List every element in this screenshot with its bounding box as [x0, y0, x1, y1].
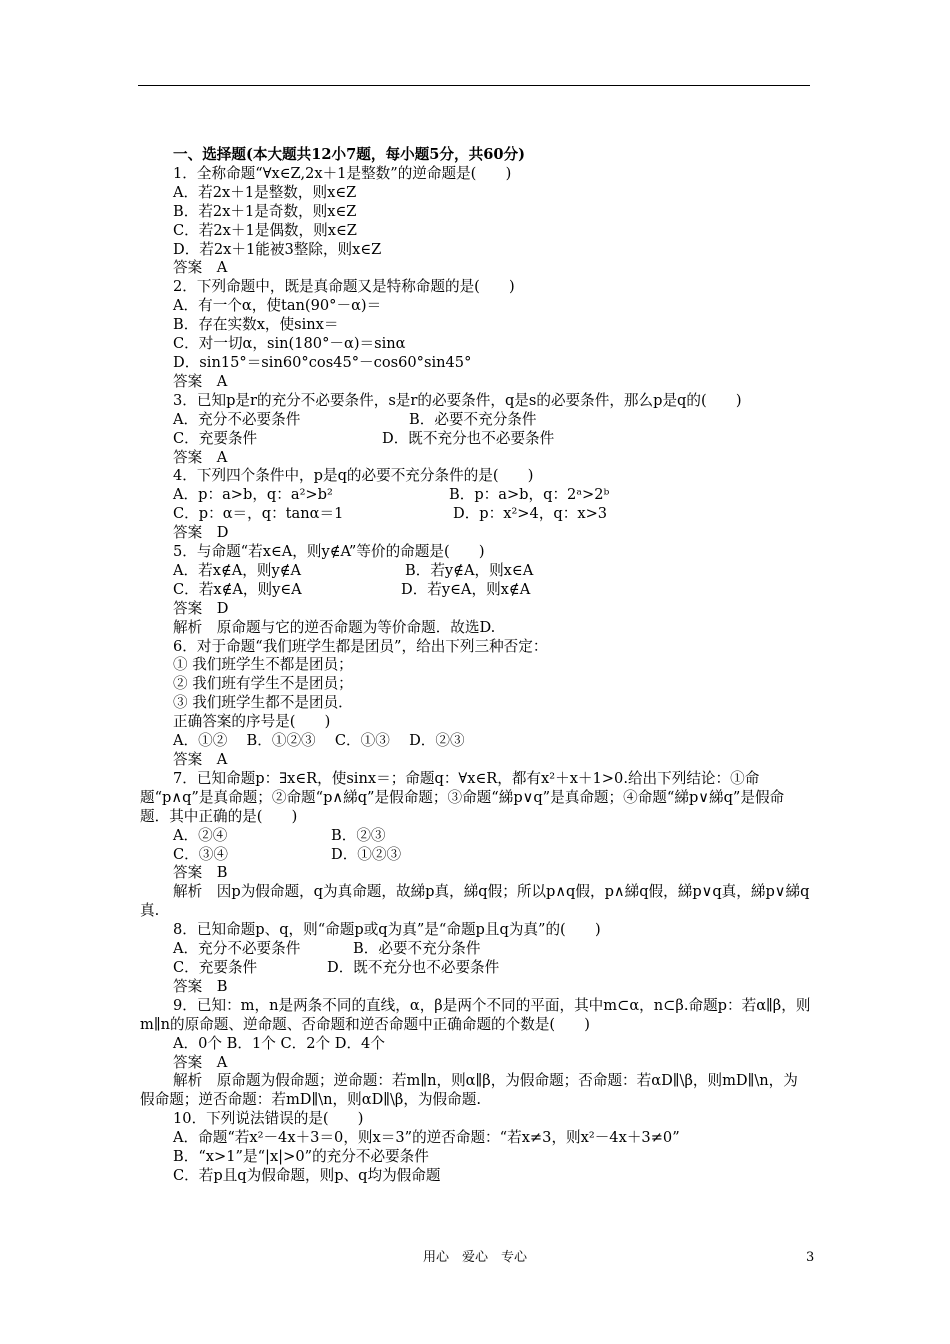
q10-option-a: A．命题“若x²－4x＋3＝0，则x＝3”的逆否命题：“若x≠3，则x²－4x＋3≠0”: [173, 1129, 680, 1147]
q3-answer: 答案 A: [173, 448, 228, 466]
q3-option-d: D．既不充分也不必要条件: [382, 429, 555, 447]
q2-option-b: B．存在实数x，使sinx＝: [173, 316, 339, 334]
q7-stem: 7．已知命题p：∃x∈R，使sinx＝；命题q：∀x∈R，都有x²＋x＋1>0.给出下列结论：①命题“p∧q”是真命题；②命题“p∧綈q”是假命题；③命题“綈p∨q”是真命题；④命题“綈p∨綈q”是假命题．其中正确的是( ): [140, 769, 785, 825]
q8-options-cd: [140, 959, 812, 978]
q9-explanation: 解析 原命题为假命题；逆命题：若m∥n，则α∥β，为假命题；否命题：若αD∥\β，则mD∥\n，为假命题；逆否命题：若mD∥\n，则αD∥\β，为假命题.: [140, 1072, 798, 1109]
q7-option-c: C．③④: [173, 845, 228, 863]
q8-answer: 答案 B: [173, 977, 228, 995]
document-body: [140, 146, 812, 1186]
q7-options-cd: [140, 846, 812, 865]
header-rule: [138, 85, 810, 86]
q8-option-b: B．必要不充分条件: [353, 940, 481, 958]
q6-item-3: ③ 我们班学生都不是团员．: [173, 694, 353, 712]
q5-option-c: C．若x∉A，则y∈A: [173, 580, 302, 598]
q3-option-a: A．充分不必要条件: [173, 410, 301, 428]
q10-option-b: B．“x>1”是“|x|>0”的充分不必要条件: [173, 1148, 429, 1166]
q4-options-ab: [140, 486, 812, 505]
q1-option-c: C．若2x＋1是偶数，则x∈Z: [173, 221, 357, 239]
q9-answer: 答案 A: [173, 1053, 228, 1071]
q5-option-b: B．若y∉A，则x∈A: [405, 561, 534, 579]
q2-stem: 2．下列命题中，既是真命题又是特称命题的是( ): [173, 278, 515, 296]
q4-option-d: D．p：x²>4，q：x>3: [453, 505, 608, 523]
q8-option-a: A．充分不必要条件: [173, 940, 301, 958]
q2-answer: 答案 A: [173, 372, 228, 390]
q7-explanation: 解析 因p为假命题，q为真命题，故綈p真，綈q假；所以p∧q假，p∧綈q假，綈p∨q真，綈p∨綈q真.: [140, 883, 810, 920]
q4-option-c: C．p：α＝，q：tanα＝1: [173, 505, 344, 523]
q7-option-a: A．②④: [173, 826, 228, 844]
q4-answer: 答案 D: [173, 524, 229, 542]
q7-option-d: D．①②③: [331, 845, 402, 863]
page-number: 3: [806, 1250, 815, 1265]
q6-item-2: ② 我们班有学生不是团员；: [173, 675, 353, 693]
q1-option-a: A．若2x＋1是整数，则x∈Z: [173, 183, 357, 201]
q10-stem: 10．下列说法错误的是( ): [173, 1110, 364, 1128]
q1-option-d: D．若2x＋1能被3整除，则x∈Z: [173, 240, 382, 258]
q2-option-a: A．有一个α，使tan(90°－α)＝: [173, 297, 382, 315]
footer-slogan: 用心 爱心 专心: [422, 1250, 527, 1265]
q8-option-c: C．充要条件: [173, 958, 258, 976]
q2-option-d: D．sin15°＝sin60°cos45°－cos60°sin45°: [173, 353, 472, 371]
q4-option-b: B．p：a>b，q：2ᵃ>2ᵇ: [449, 486, 610, 504]
q3-option-c: C．充要条件: [173, 429, 258, 447]
q6-options: A．①② B．①②③ C．①③ D．②③: [173, 732, 465, 750]
q4-option-a: A．p：a>b，q：a²>b²: [173, 486, 333, 504]
q5-option-d: D．若y∈A，则x∉A: [401, 580, 531, 598]
q6-item-1: ① 我们班学生不都是团员；: [173, 656, 353, 674]
q8-options-ab: [140, 940, 812, 959]
q8-option-d: D．既不充分也不必要条件: [327, 958, 500, 976]
q4-options-cd: [140, 505, 812, 524]
q6-answer: 答案 A: [173, 751, 228, 768]
q5-options-cd: [140, 581, 812, 600]
q3-options-ab: [140, 411, 812, 430]
q5-options-ab: [140, 562, 812, 581]
q3-options-cd: [140, 430, 812, 449]
q1-option-b: B．若2x＋1是奇数，则x∈Z: [173, 202, 357, 220]
q9-stem: 9．已知：m，n是两条不同的直线，α，β是两个不同的平面，其中m⊂α，n⊂β.命题p：若α∥β，则m∥n的原命题、逆命题、否命题和逆否命题中正确命题的个数是( ): [140, 996, 811, 1033]
q3-option-b: B．必要不充分条件: [409, 410, 537, 428]
q9-options: A．0个 B．1个 C．2个 D．4个: [173, 1034, 385, 1052]
q6-stem: 6．对于命题“我们班学生都是团员”，给出下列三种否定：: [173, 637, 548, 655]
q7-options-ab: [140, 827, 812, 846]
q5-option-a: A．若x∉A，则y∉A: [173, 561, 302, 579]
q3-stem: 3．已知p是r的充分不必要条件，s是r的必要条件，q是s的必要条件，那么p是q的( ): [173, 391, 742, 409]
q8-stem: 8．已知命题p、q，则“命题p或q为真”是“命题p且q为真”的( ): [173, 921, 601, 939]
q5-answer: 答案 D: [173, 599, 229, 617]
q5-stem: 5．与命题“若x∈A，则y∉A”等价的命题是( ): [173, 543, 485, 561]
q6-ask: 正确答案的序号是( ): [173, 713, 331, 731]
q1-answer: 答案 A: [173, 259, 228, 277]
q7-option-b: B．②③: [331, 826, 386, 844]
q1-stem: 1．全称命题“∀x∈Z,2x＋1是整数”的逆命题是( ): [173, 164, 512, 182]
q5-explanation: 解析 原命题与它的逆否命题为等价命题．故选D.: [173, 618, 496, 636]
q10-option-c: C．若p且q为假命题，则p、q均为假命题: [173, 1166, 441, 1184]
q2-option-c: C．对一切α，sin(180°－α)＝sinα: [173, 335, 406, 353]
section-heading: 一、选择题(本大题共12小7题，每小题5分，共60分): [173, 146, 526, 163]
q7-answer: 答案 B: [173, 864, 228, 882]
q4-stem: 4．下列四个条件中，p是q的必要不充分条件的是( ): [173, 467, 534, 485]
